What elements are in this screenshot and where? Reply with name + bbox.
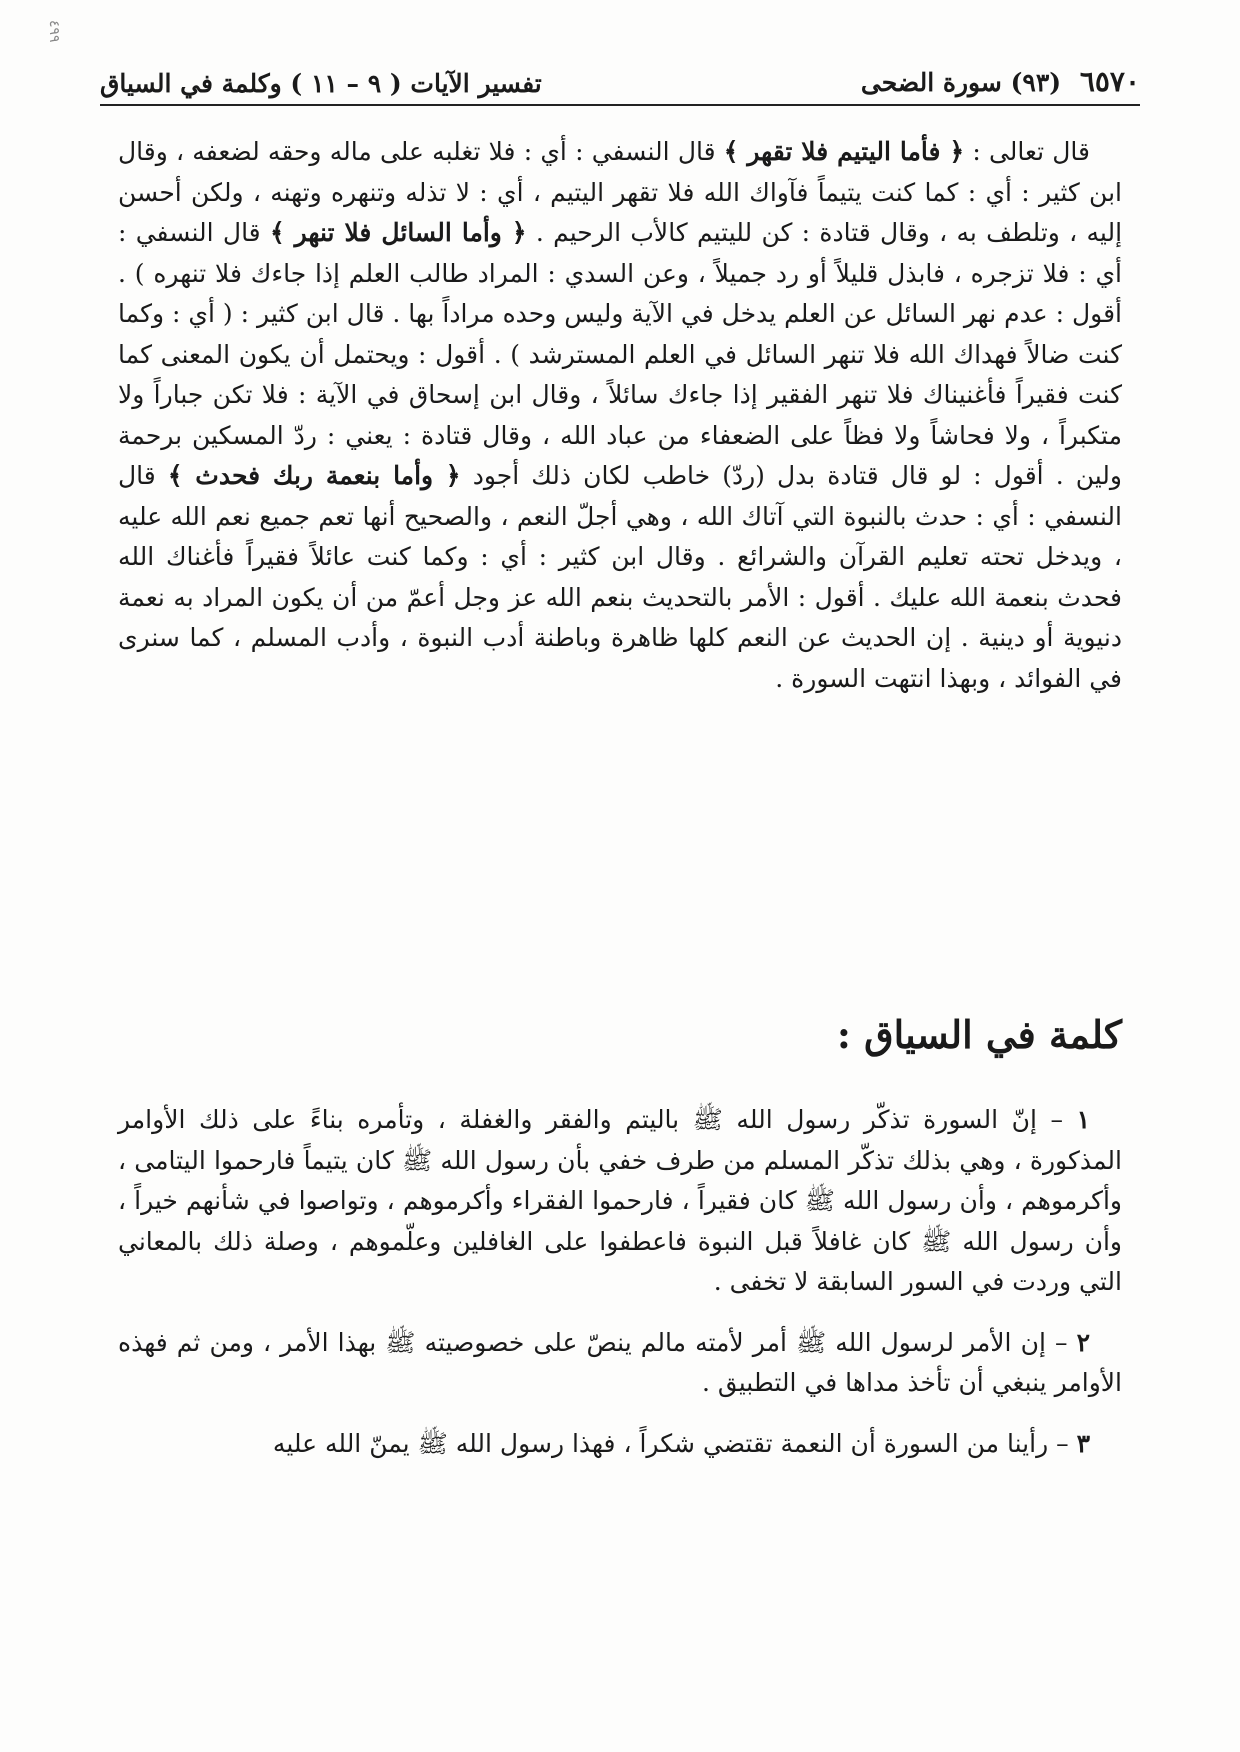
point-text: – إن الأمر لرسول الله ﷺ أمر لأمته مالم ينصّ على خصوصيته ﷺ بهذا الأمر ، ومن ثم فهذه الأوامر ينبغي أن تأخذ مداها في التطبيق . xyxy=(118,1327,1122,1397)
point-text: – رأينا من السورة أن النعمة تقتضي شكراً ، فهذا رسول الله ﷺ يمنّ الله عليه xyxy=(272,1428,1077,1458)
point-text: – إنّ السورة تذكّر رسول الله ﷺ باليتم والفقر والغفلة ، وتأمره بناءً على ذلك الأوامر المذكورة ، وهي بذلك تذكّر المسلم من طرف خفي بأن رسول الله ﷺ كان يتيماً فارحموا اليتامى ، وأكرموهم ، وأن رسول الله ﷺ كان فقيراً ، فارحموا الفقراء وأكرموهم ، وتواصوا في شأنهم خيراً ، وأن رسول الله ﷺ كان غافلاً قبل النبوة فاعطفوا على الغافلين وعلّموهم ، وصلة ذلك بالمعاني التي وردت في السور السابقة لا تخفى . xyxy=(118,1105,1122,1296)
tafsir-body xyxy=(118,132,1122,699)
context-point xyxy=(118,1100,1122,1303)
header-surah: (٩٣) سورة الضحى xyxy=(860,68,1062,97)
context-point xyxy=(118,1424,1122,1465)
header-section: تفسير الآيات ( ٩ – ١١ ) وكلمة في السياق xyxy=(100,69,542,98)
running-header xyxy=(100,52,1140,106)
quran-verse: ﴿ فأما اليتيم فلا تقهر ﴾ xyxy=(723,137,965,166)
tafsir-text: قال تعالى : xyxy=(964,137,1090,166)
header-surah-block xyxy=(861,65,1140,98)
quran-verse: ﴿ وأما السائل فلا تنهر ﴾ xyxy=(269,218,527,247)
context-points xyxy=(118,1100,1122,1484)
point-number: ١ xyxy=(1076,1105,1090,1134)
section-heading: كلمة في السياق : xyxy=(836,1012,1122,1057)
point-number: ٢ xyxy=(1076,1327,1090,1357)
edge-mark: ٤٩٩ xyxy=(46,20,62,43)
tafsir-text: قال النسفي : أي : فلا تزجره ، فابذل قليلاً أو رد جميلاً ، وعن السدي : المراد طالب العلم إذا جاءك فلا تنهره ) . أقول : عدم نهر السائل عن العلم يدخل في الآية وليس وحده مراداً بها . قال ابن كثير : ( أي : وكما كنت ضالاً فهداك الله فلا تنهر السائل في العلم المسترشد ) . أقول : ويحتمل أن يكون المعنى كما كنت فقيراً فأغنيناك فلا تنهر الفقير إذا جاءك سائلاً ، وقال ابن إسحاق في الآية : فلا تكن جباراً ولا متكبراً ، ولا فحاشاً ولا فظاً على الضعفاء من عباد الله ، وقال قتادة : يعني : ردّ المسكين برحمة ولين . أقول : لو قال قتادة بدل (ردّ) خاطب لكان ذلك أجود xyxy=(118,218,1122,490)
tafsir-text: قال النسفي : أي : حدث بالنبوة التي آتاك الله ، وهي أجلّ النعم ، والصحيح أنها تعم جميع نعم الله عليه ، ويدخل تحته تعليم القرآن والشرائع . وقال ابن كثير : أي : وكما كنت عائلاً فقيراً فأغناك الله فحدث بنعمة الله عليك . أقول : الأمر بالتحديث بنعم الله عز وجل أعمّ من أن يكون المراد به نعمة دنيوية أو دينية . إن الحديث عن النعم كلها ظاهرة وباطنة أدب النبوة ، وأدب المسلم ، كما سنرى في الفوائد ، وبهذا انتهت السورة . xyxy=(118,461,1122,693)
page-number: ٦٥٧٠ xyxy=(1079,65,1140,98)
tafsir-paragraph xyxy=(118,132,1122,699)
tafsir-text: قال النسفي : أي : فلا تغلبه على ماله وحقه لضعفه ، وقال ابن كثير : أي : كما كنت يتيماً فآواك الله فلا تقهر اليتيم ، أي : لا تذله وتنهره وتهنه ، ولكن أحسن إليه ، وتلطف به ، وقال قتادة : كن لليتيم كالأب الرحيم . xyxy=(118,137,1123,247)
quran-verse: ﴿ وأما بنعمة ربك فحدث ﴾ xyxy=(167,461,461,490)
point-number: ٣ xyxy=(1076,1428,1090,1458)
context-point xyxy=(118,1323,1122,1404)
